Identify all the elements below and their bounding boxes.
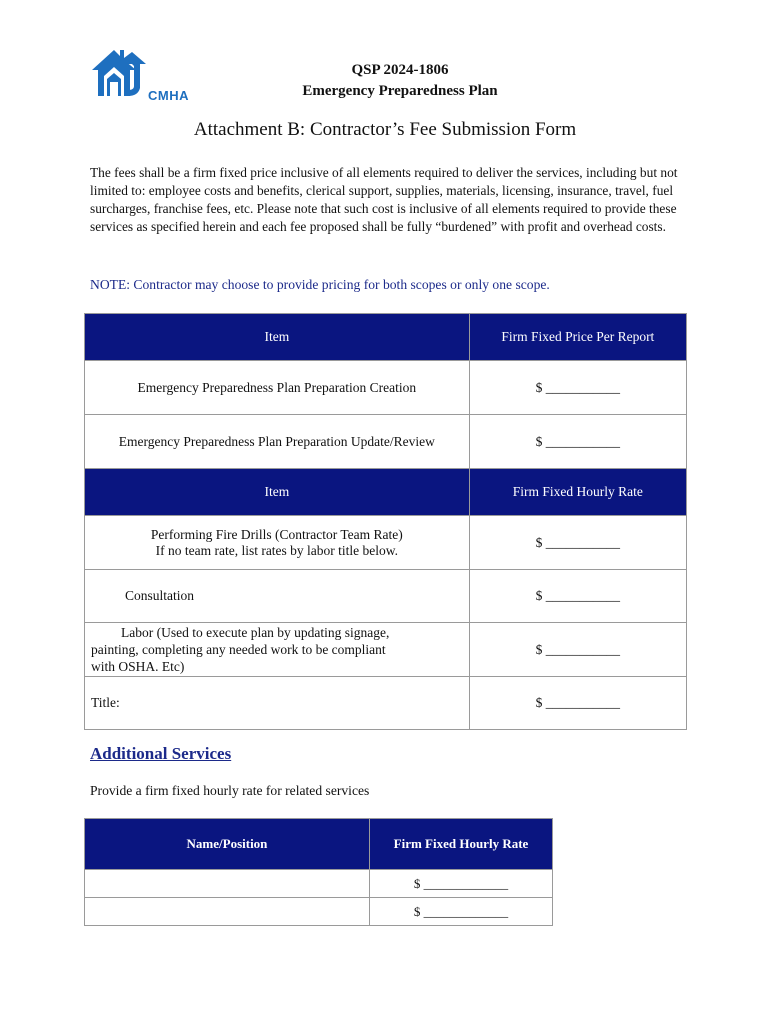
column-header-item: Item (85, 314, 470, 361)
document-code: QSP 2024-1806 (351, 62, 449, 78)
logo-text: CMHA (148, 88, 189, 103)
table-row (85, 516, 687, 570)
row-item: Emergency Preparedness Plan Preparation Creation (85, 361, 470, 415)
table-row (85, 361, 687, 415)
table-row (85, 898, 553, 926)
document-subject: Emergency Preparedness Plan (302, 83, 498, 99)
row-item (85, 516, 470, 570)
row-item-line: painting, completing any needed work to be compliant (91, 642, 386, 657)
price-field[interactable]: $ ___________ (469, 516, 686, 570)
price-field[interactable]: $ ___________ (469, 415, 686, 469)
column-header-price-per-report: Firm Fixed Price Per Report (469, 314, 686, 361)
row-item-line: Performing Fire Drills (Contractor Team Rate) (150, 526, 403, 542)
fee-table (84, 313, 687, 730)
price-field[interactable]: $ ___________ (469, 677, 686, 730)
additional-services-title: Additional Services (90, 744, 232, 763)
attachment-title: Attachment B: Contractor’s Fee Submission Form (193, 119, 577, 140)
table-header-row (85, 314, 687, 361)
row-item: Emergency Preparedness Plan Preparation Update/Review (85, 415, 470, 469)
table-row (85, 623, 687, 677)
row-item: Consultation (85, 570, 470, 623)
name-position-field[interactable] (85, 898, 370, 926)
price-field[interactable]: $ ___________ (469, 570, 686, 623)
additional-services-table (84, 818, 553, 926)
table-row (85, 677, 687, 730)
name-position-field[interactable] (85, 870, 370, 898)
table-header-row (85, 469, 687, 516)
row-item-title[interactable]: Title: (85, 677, 470, 730)
column-header-hourly-rate: Firm Fixed Hourly Rate (469, 469, 686, 516)
row-item (85, 623, 470, 677)
price-field[interactable]: $ ___________ (469, 623, 686, 677)
table-header-row (85, 819, 553, 870)
intro-paragraph: The fees shall be a firm fixed price inclusive of all elements required to deliver the services, including but not limited to: employee costs and benefits, clerical support, supplies, materials, licensing, insurance, travel, fuel surcharges, franchise fees, etc. Please note that such cost is inclusive of all elements required to provide these services as specified herein and each fee proposed shall be fully “burdened” with profit and overhead costs. (90, 165, 678, 234)
rate-field[interactable]: $ _____________ (369, 870, 552, 898)
table-row (85, 870, 553, 898)
table-row (85, 570, 687, 623)
row-item-line: If no team rate, list rates by labor title below. (155, 542, 399, 558)
pricing-note: NOTE: Contractor may choose to provide pricing for both scopes or only one scope. (90, 277, 550, 292)
column-header-name-position: Name/Position (85, 819, 370, 870)
column-header-hourly-rate: Firm Fixed Hourly Rate (369, 819, 552, 870)
rate-field[interactable]: $ _____________ (369, 898, 552, 926)
table-row (85, 415, 687, 469)
column-header-item: Item (85, 469, 470, 516)
price-field[interactable]: $ ___________ (469, 361, 686, 415)
additional-services-subtitle: Provide a firm fixed hourly rate for related services (90, 783, 370, 798)
row-item-line: Labor (Used to execute plan by updating signage, (121, 625, 390, 640)
row-item-line: with OSHA. Etc) (91, 659, 185, 674)
